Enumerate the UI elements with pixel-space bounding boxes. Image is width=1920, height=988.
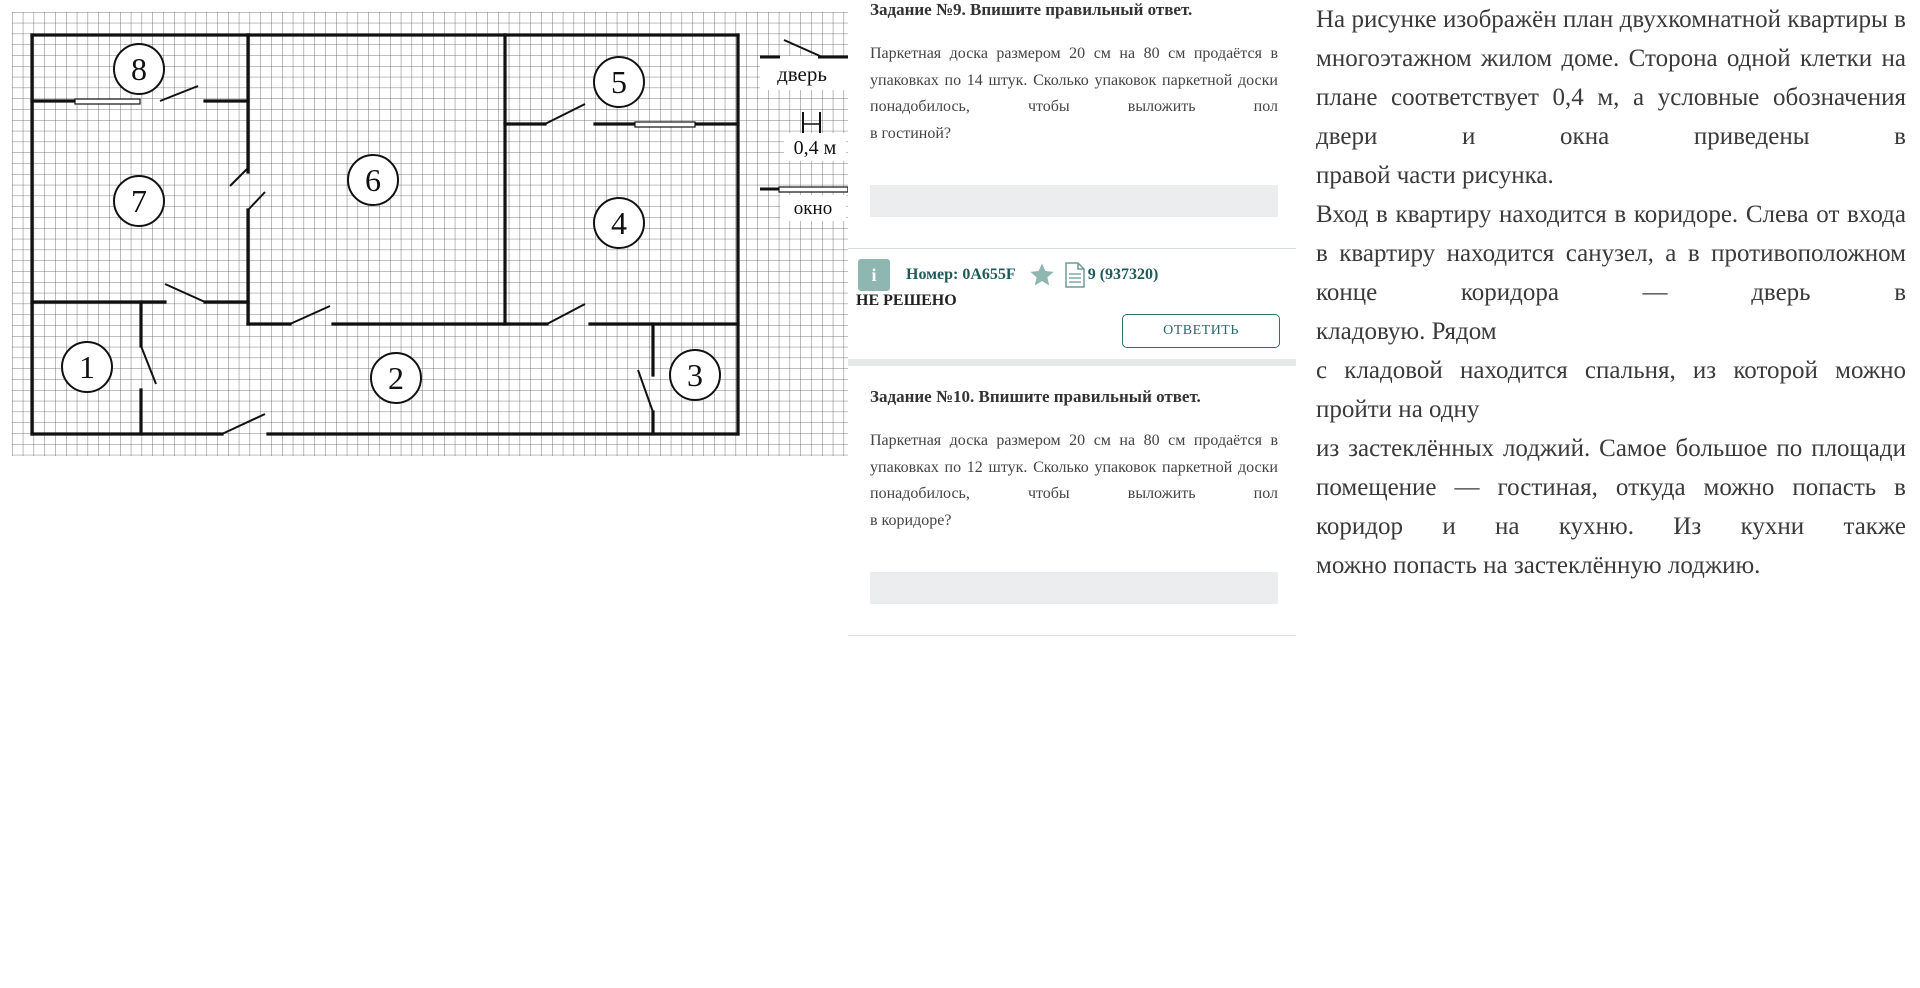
status-badge: НЕ РЕШЕНО (856, 292, 957, 309)
answer-button[interactable]: ОТВЕТИТЬ (1122, 314, 1280, 348)
info-icon[interactable]: i (858, 259, 890, 291)
divider (848, 359, 1296, 366)
star-icon[interactable] (1028, 261, 1056, 289)
room-number-2: 2 (388, 360, 404, 396)
task-source-link[interactable]: 9 (937320) (1087, 266, 1159, 283)
document-icon[interactable] (1064, 262, 1086, 288)
task-number: Номер: 0A655F (906, 266, 1016, 283)
description-paragraph: с кладовой находится спальня, из которой можно (1316, 357, 1906, 384)
room-number-5: 5 (611, 64, 627, 100)
description-paragraph: На рисунке изображён план двухкомнатной квартиры в многоэтажном жилом доме. Сторона одной клетки на плане соответствует 0,4 м, а условные обозначения двери и окна приведены в (1316, 6, 1906, 150)
description-paragraph: Вход в квартиру находится в коридоре. Слева от входа в квартиру находится санузел, а в противоположном конце коридора — дверь в (1316, 201, 1906, 306)
task10-title: Задание №10. Впишите правильный ответ. (870, 387, 1201, 406)
divider (848, 248, 1296, 249)
task9-text: Паркетная доска размером 20 см на 80 см продаётся в упаковках по 14 штук. Сколько упаковок паркетной доски понадобилось, чтобы выложить пол в гостиной? (870, 45, 1278, 142)
room-number-8: 8 (131, 51, 147, 87)
legend-door-label: дверь (777, 62, 827, 86)
room-number-3: 3 (687, 357, 703, 393)
room-number-4: 4 (611, 205, 627, 241)
legend-scale-label: 0,4 м (793, 137, 837, 159)
description-paragraph: из застеклённых лоджий. Самое большое по площади помещение — гостиная, откуда можно попасть в коридор и на кухню. Из кухни также (1316, 435, 1906, 540)
room-number-1: 1 (79, 349, 95, 385)
room-number-6: 6 (365, 162, 381, 198)
task10-answer-input[interactable] (870, 572, 1278, 604)
room-number-7: 7 (131, 183, 147, 219)
task-meta-row (858, 258, 1158, 292)
task9-answer-input[interactable] (870, 185, 1278, 217)
legend-window-label: окно (793, 198, 833, 219)
task9-title: Задание №9. Впишите правильный ответ. (870, 0, 1193, 19)
floor-plan (0, 0, 848, 460)
task10-text: Паркетная доска размером 20 см на 80 см продаётся в упаковках по 12 штук. Сколько упаковок паркетной доски понадобилось, чтобы выложить пол в коридоре? (870, 432, 1278, 529)
plan-description: На рисунке изображён план двухкомнатной квартиры в многоэтажном жилом доме. Сторона одной клетки на плане соответствует 0,4 м, а условные обозначения двери и окна приведены в правой части рисунка. Вход в квартиру находится в коридоре. Слева от входа в квартиру находится санузел, а в противоположном конце коридора — дверь в кладовую. Рядом с кладовой находится спальня, из которой можно пройти на одну из застеклённых лоджий. Самое большое по площади помещение — гостиная, откуда можно попасть в коридор и на кухню. Из кухни также можно попасть на застеклённую лоджию. (1316, 6, 1906, 579)
divider (848, 635, 1296, 636)
